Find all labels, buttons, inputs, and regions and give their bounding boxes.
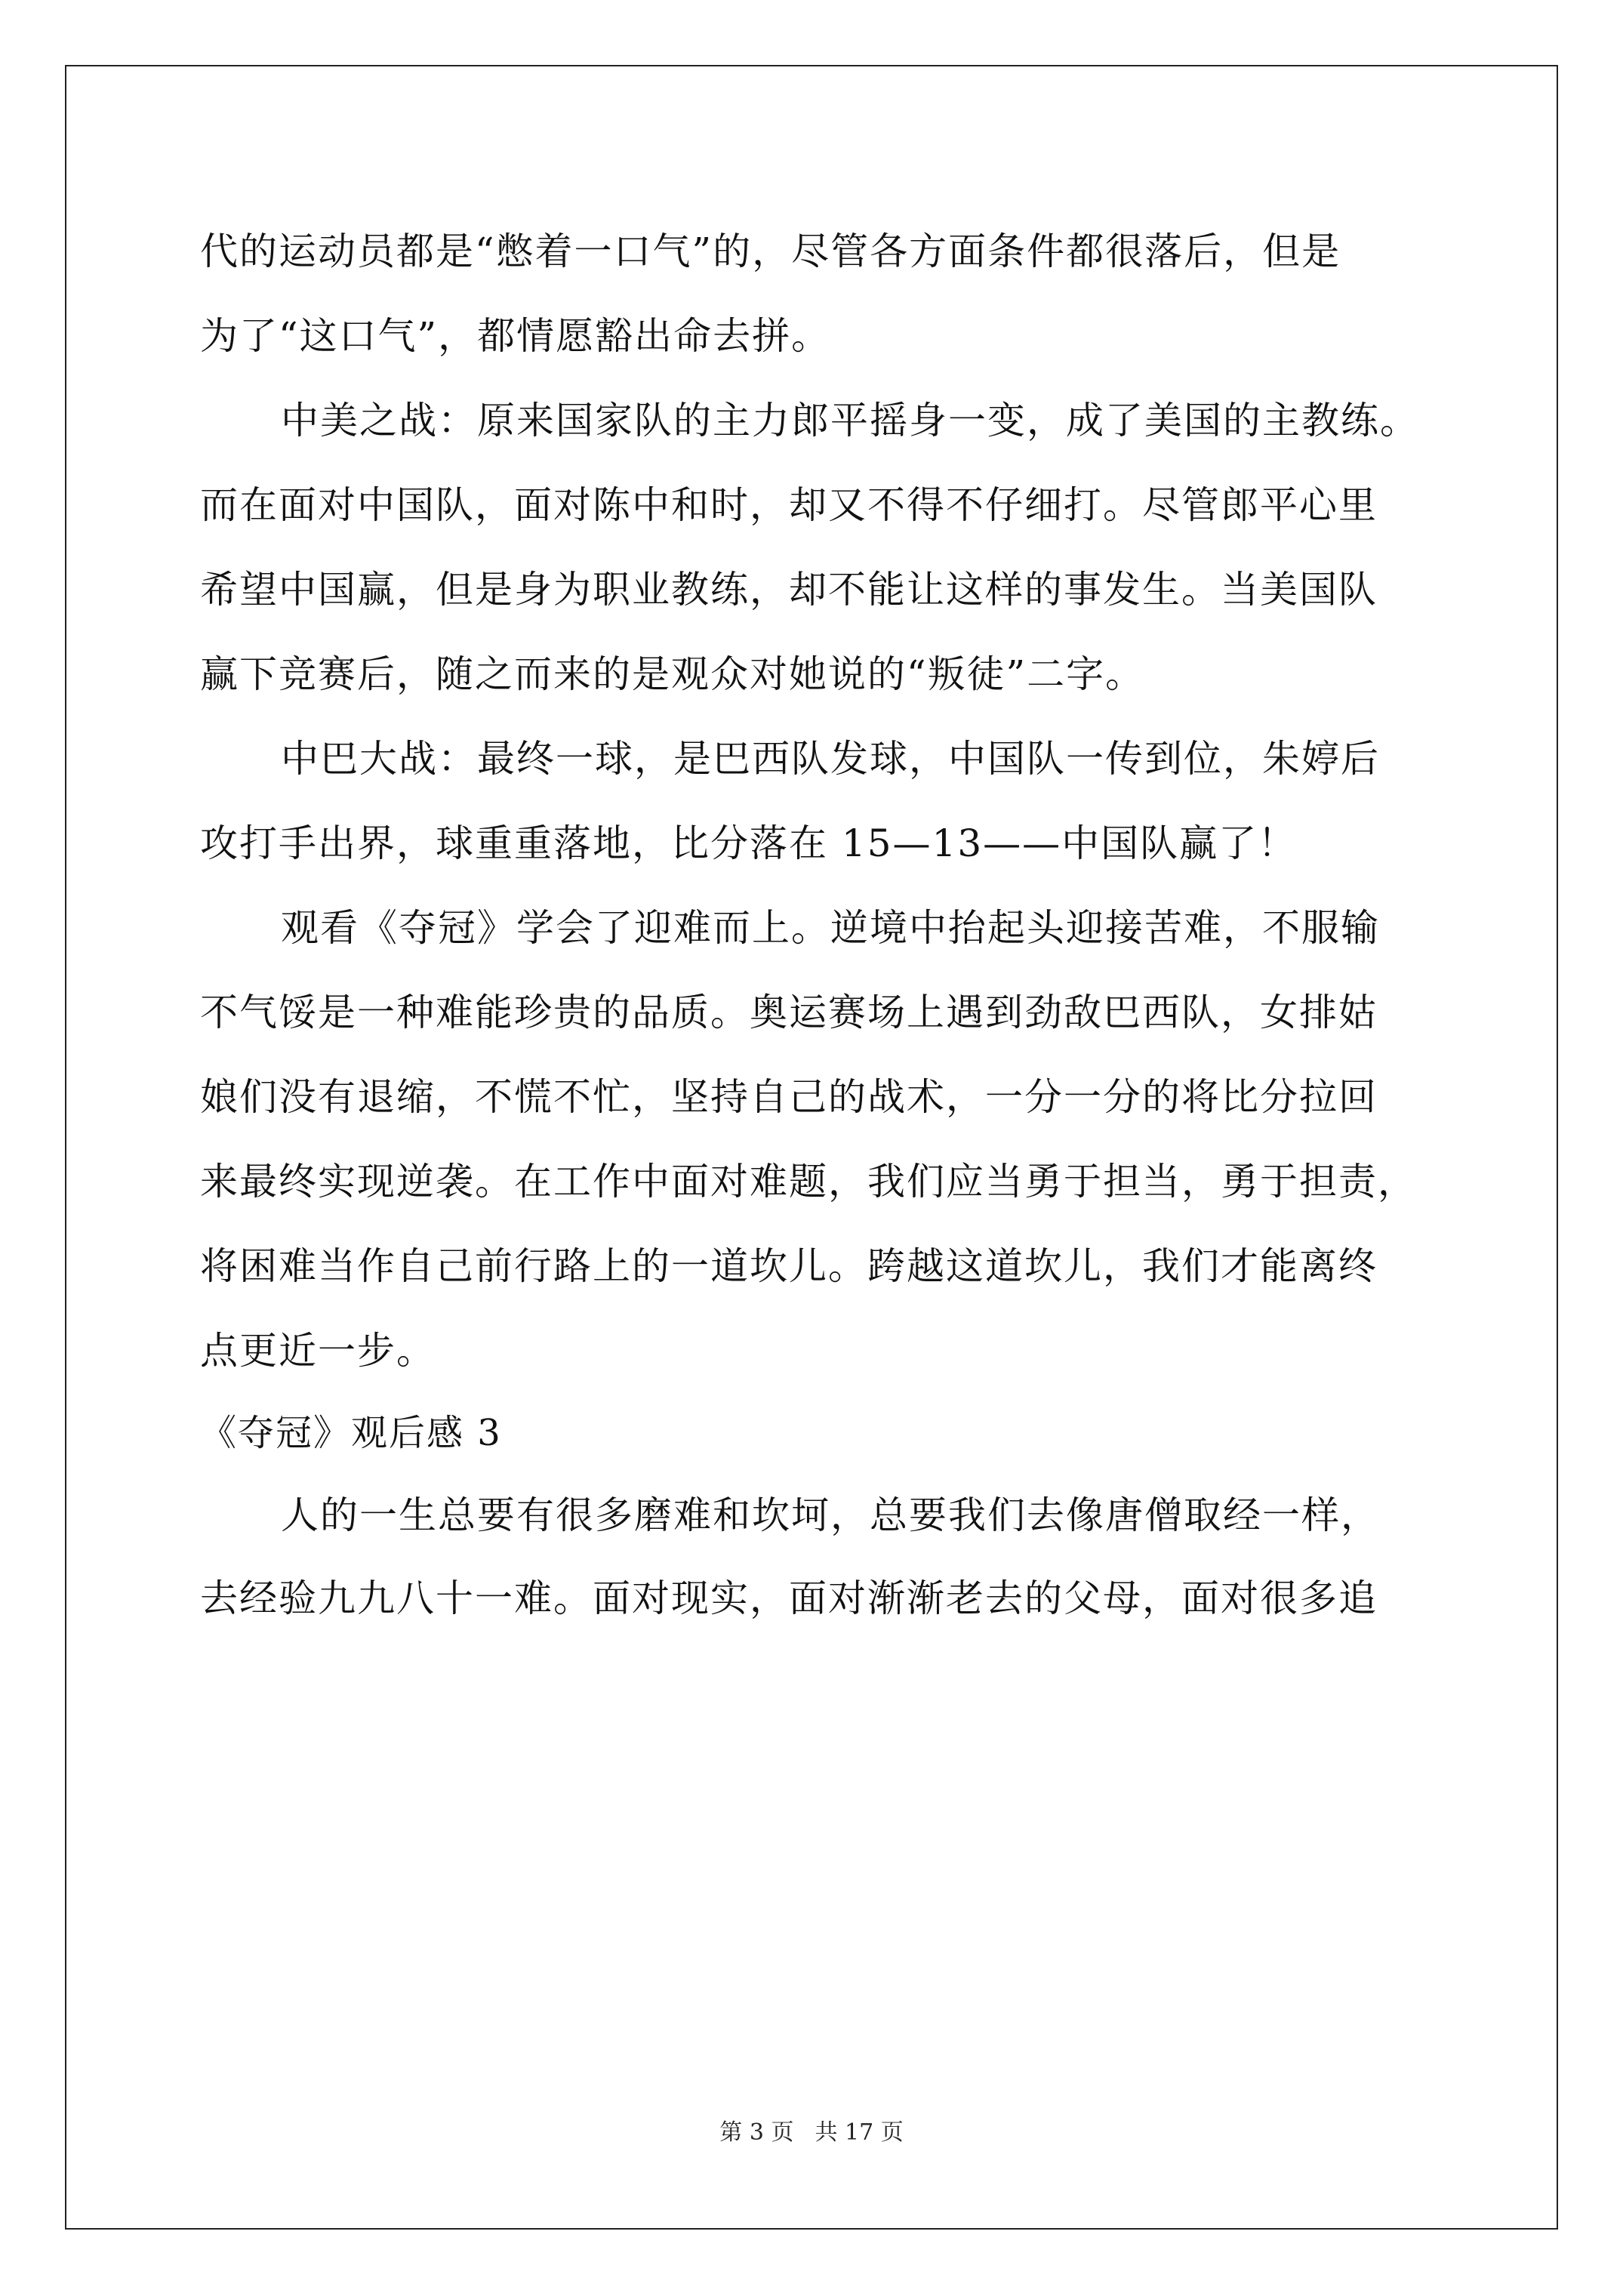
paragraph-line: 不气馁是一种难能珍贵的品质。奥运赛场上遇到劲敌巴西队，女排姑 <box>200 991 1378 1034</box>
paragraph-line: 去经验九九八十一难。面对现实，面对渐渐老去的父母，面对很多追 <box>200 1576 1378 1620</box>
paragraph-line: 娘们没有退缩，不慌不忙，坚持自己的战术，一分一分的将比分拉回 <box>200 1075 1378 1119</box>
paragraph-line: 攻打手出界，球重重落地，比分落在 15—13——中国队赢了！ <box>200 821 1298 865</box>
paragraph-line: 而在面对中国队，面对陈中和时，却又不得不仔细打。尽管郎平心里 <box>200 483 1378 527</box>
page-total: 共 17 页 <box>815 2119 904 2146</box>
section-heading: 《夺冠》观后感 3 <box>200 1412 502 1454</box>
paragraph-line: 代的运动员都是“憋着一口气”的，尽管各方面条件都很落后，但是 <box>200 230 1341 273</box>
paragraph-line: 中美之战：原来国家队的主力郎平摇身一变，成了美国的主教练。 <box>281 399 1419 442</box>
paragraph-line: 将困难当作自己前行路上的一道坎儿。跨越这道坎儿，我们才能离终 <box>200 1244 1378 1288</box>
paragraph-line: 中巴大战：最终一球，是巴西队发球，中国队一传到位，朱婷后 <box>281 737 1380 781</box>
page-border <box>65 65 1558 2230</box>
page-number: 第 3 页 <box>719 2119 794 2146</box>
page-footer <box>0 2118 1623 2148</box>
paragraph-line: 为了“这口气”，都情愿豁出命去拼。 <box>200 314 831 358</box>
paragraph-line: 人的一生总要有很多磨难和坎坷，总要我们去像唐僧取经一样， <box>281 1493 1380 1537</box>
paragraph-line: 赢下竞赛后，随之而来的是观众对她说的“叛徒”二字。 <box>200 652 1145 696</box>
paragraph-line: 希望中国赢，但是身为职业教练，却不能让这样的事发生。当美国队 <box>200 568 1378 612</box>
paragraph-line: 观看《夺冠》学会了迎难而上。逆境中抬起头迎接苦难，不服输 <box>281 906 1380 950</box>
paragraph-line: 来最终实现逆袭。在工作中面对难题，我们应当勇于担当，勇于担责， <box>200 1160 1417 1203</box>
paragraph-line: 点更近一步。 <box>200 1329 436 1373</box>
